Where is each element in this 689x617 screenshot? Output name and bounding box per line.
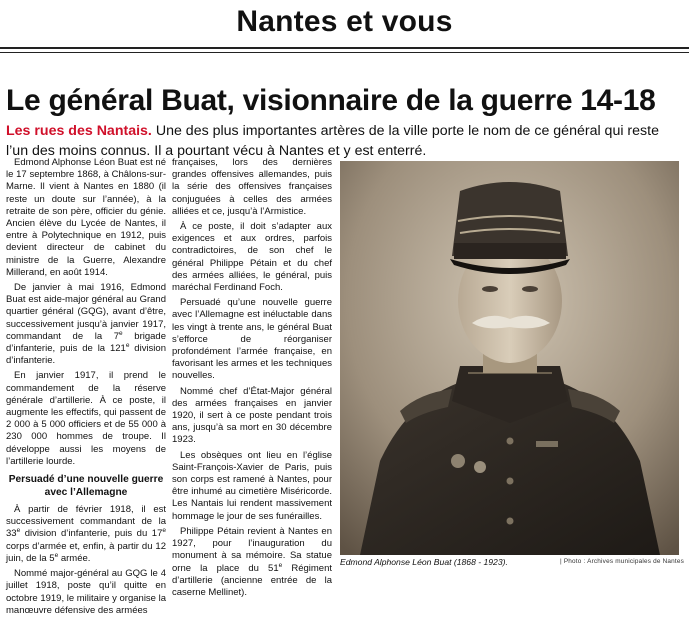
lead-text: Une des plus importantes artères de la ville porte le nom de ce général qui reste l’un des moins connus. Il a pourtant vécu à Nantes et y est enterré. bbox=[6, 123, 659, 159]
paragraph: De janvier à mai 1916, Edmond Buat est aide-major général au Grand quartier général (GQG), avant d’être, successivement jusqu’à janvier 1917, commandant de la 7e brigade d’infanterie, puis de la 121e division d’infanterie. bbox=[6, 282, 166, 367]
paragraph: À partir de février 1918, il est successivement commandant de la 33e division d’infanterie, puis du 17e corps d’armée et, enfin, à partir du 12 juin, de la 5e armée. bbox=[6, 504, 166, 564]
paragraph: Philippe Pétain revient à Nantes en 1927, pour l’inauguration du monument à sa mémoire. Sa statue orne la place du 51e Régiment d’artillerie (ancienne entrée de la caserne Mellinet). bbox=[172, 525, 332, 598]
section-title: Nantes et vous bbox=[236, 5, 453, 38]
article-column-1 bbox=[6, 157, 166, 617]
article-lead bbox=[6, 121, 676, 161]
paragraph: À ce poste, il doit s’adapter aux exigences et aux ordres, parfois contradictoires, de son chef le général Philippe Pétain et du chef des armées alliées, le général, puis maréchal Ferdinand Foch. bbox=[172, 221, 332, 294]
article-headline: Le général Buat, visionnaire de la guerre 14-18 bbox=[6, 84, 656, 117]
paragraph: Persuadé qu’une nouvelle guerre avec l’Allemagne est inéluctable dans les vingt à trente ans, le général Buat s’efforce de réorganiser profondément l’armée française, en favorisant les armes et les techniques nouvelles. bbox=[172, 297, 332, 382]
paragraph: Nommé major-général au GQG le 4 juillet 1918, poste qu’il quitte en octobre 1919, le militaire y organise la manœuvre défensive des armées bbox=[6, 568, 167, 616]
photo-caption: Edmond Alphonse Léon Buat (1868 - 1923). bbox=[340, 557, 508, 567]
paragraph: Les obsèques ont lieu en l’église Saint-François-Xavier de Paris, puis son corps est ramené à Nantes, pour être inhumé au cimetière Miséricorde. Les Nantais lui rendent massivement hommage le jour de ses funérailles. bbox=[172, 449, 332, 522]
photo-credit: | Photo : Archives municipales de Nantes bbox=[560, 558, 685, 565]
article-subhead: Persuadé d’une nouvelle guerre avec l’Allemagne bbox=[8, 474, 164, 498]
paragraph: Nommé chef d’État-Major général des armées françaises en janvier 1920, il sert à ce poste pendant trois ans, jusqu’à sa mort en 30 décembre 1923. bbox=[172, 385, 332, 446]
section-divider-thin bbox=[0, 52, 689, 53]
paragraph: Edmond Alphonse Léon Buat est né le 17 septembre 1868, à Châlons-sur-Marne. Il vient à Nantes en 1880 (il reste un doute sur l’année), à la retraite de son père, officier du génie. Ancien élève du Lycée de Nantes, il entre à Polytechnique en 1912, puis devient directeur de cabinet du ministre de la Guerre, Alexandre Millerand, en août 1914. bbox=[6, 157, 166, 278]
lead-kicker: Les rues des Nantais. bbox=[6, 123, 152, 139]
article-column-2 bbox=[172, 157, 332, 599]
paragraph: En janvier 1917, il prend le commandement de la réserve générale d’artillerie. À ce poste, il augmente les effectifs, qui passent de 2 000 à 5 000 officiers et de 55 000 à 230 000 hommes de troupe. Il développe aussi les moyens de l’artillerie lourde. bbox=[6, 370, 166, 467]
section-divider bbox=[0, 47, 689, 49]
paragraph: françaises, lors des dernières grandes offensives allemandes, puis la série des offensives françaises conjuguées à celles des armées alliées et ce, jusqu’à l’Armistice. bbox=[172, 157, 332, 217]
portrait-photo bbox=[340, 161, 679, 555]
